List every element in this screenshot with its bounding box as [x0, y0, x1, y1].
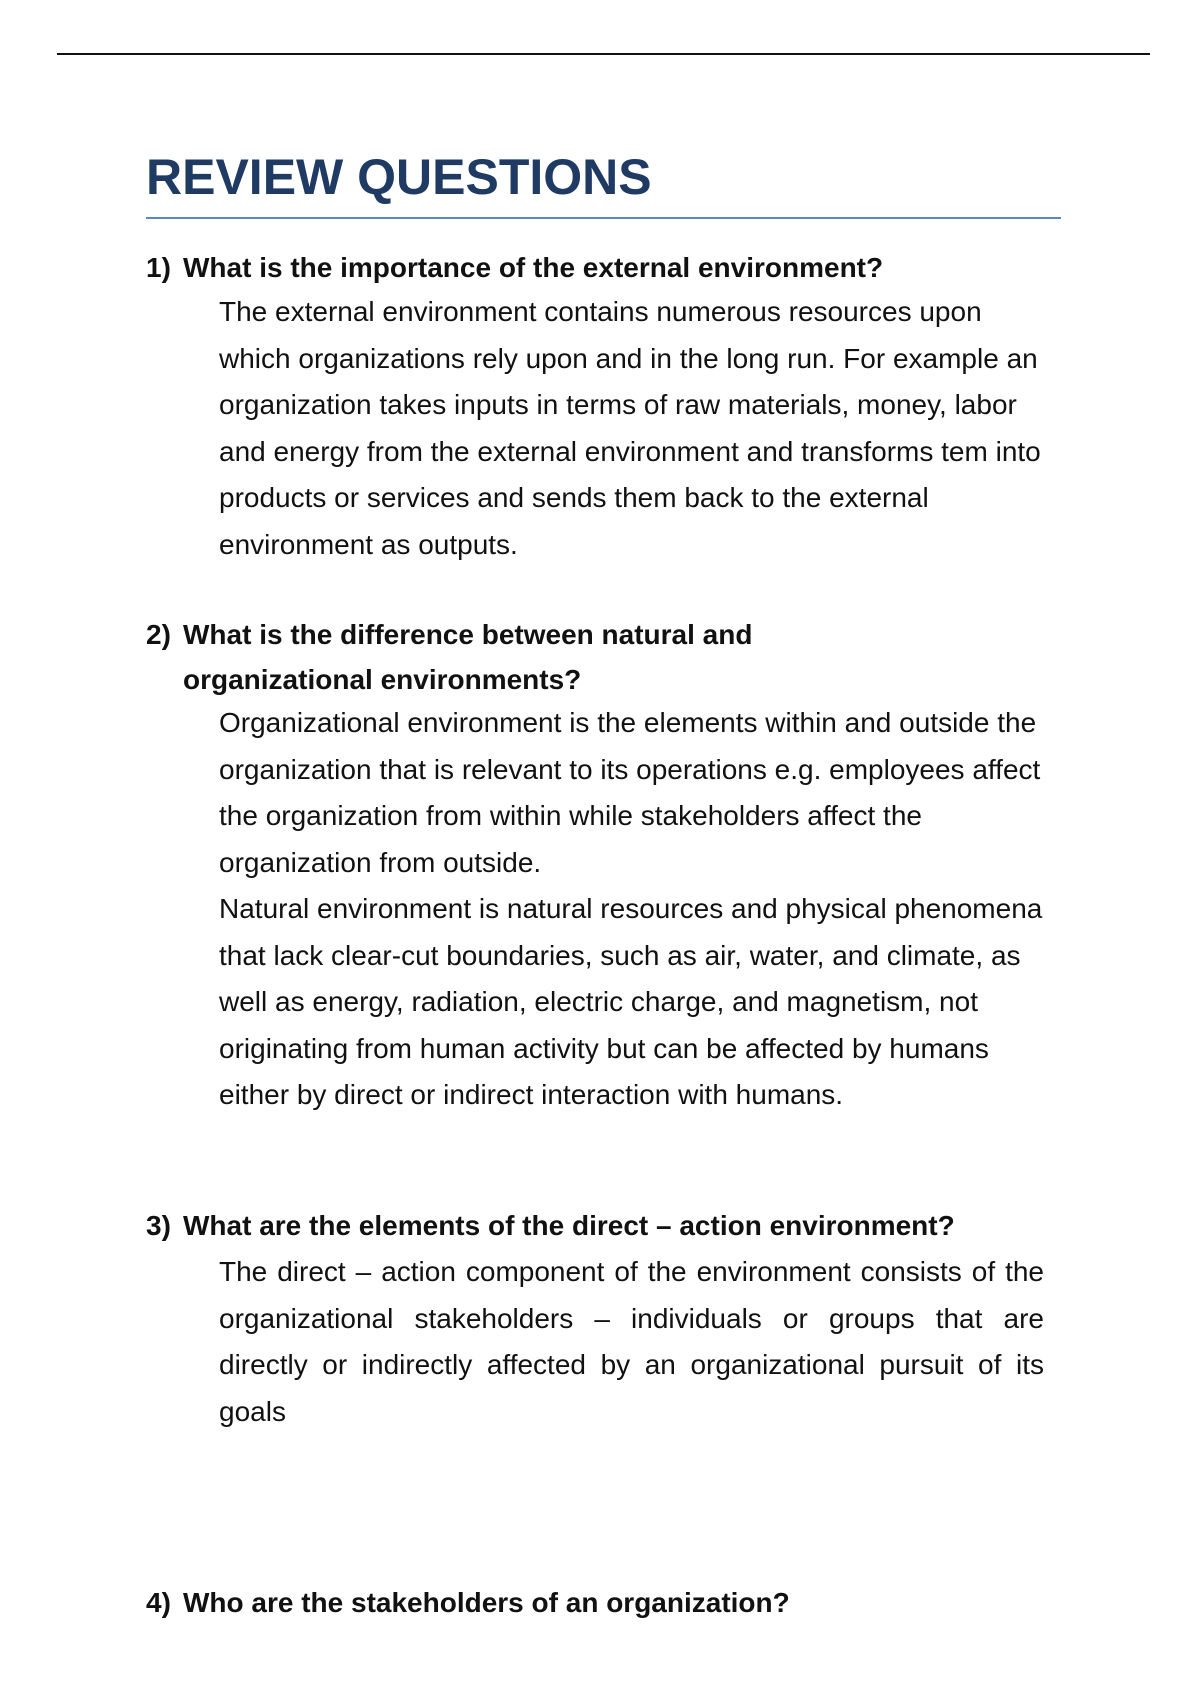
question-text: What are the elements of the direct – action environment?: [183, 1210, 955, 1241]
question-text: Who are the stakeholders of an organization?: [183, 1587, 790, 1618]
question-2: [146, 612, 1076, 702]
answer-1: The external environment contains numerous resources upon which organizations rely upon and in the long run. For example an organization takes inputs in terms of raw materials, money, labor and energy from the external environment and transforms tem into products or services and sends them back to the external environment as outputs.: [219, 296, 1041, 560]
page-title: REVIEW QUESTIONS: [146, 149, 652, 205]
question-number: 3): [146, 1210, 171, 1241]
question-number: 1): [146, 252, 171, 283]
question-number: 4): [146, 1587, 171, 1618]
question-4: [146, 1580, 1076, 1625]
title-underline: [146, 217, 1061, 219]
question-3: [146, 1203, 1076, 1248]
question-1: [146, 245, 1076, 290]
answer-2-paragraph-2: Natural environment is natural resources and physical phenomena that lack clear-cut boundaries, such as air, water, and climate, as well as energy, radiation, electric charge, and magnetism, not originating from human activity but can be affected by humans either by direct or indirect interaction with humans.: [219, 893, 1043, 1110]
question-number: 2): [146, 619, 171, 650]
question-text-line-1: What is the difference between natural and: [183, 619, 753, 650]
question-text-line-2: organizational environments?: [183, 664, 582, 695]
answer-3: The direct – action component of the environment consists of the organizational stakeholders – individuals or groups that are directly or indirectly affected by an organizational pursuit of its goals: [219, 1256, 1044, 1427]
top-rule: [57, 53, 1150, 55]
question-text: What is the importance of the external environment?: [183, 252, 884, 283]
answer-2-paragraph-1: Organizational environment is the elements within and outside the organization that is relevant to its operations e.g. employees affect the organization from within while stakeholders affect the organization from outside.: [219, 707, 1041, 878]
